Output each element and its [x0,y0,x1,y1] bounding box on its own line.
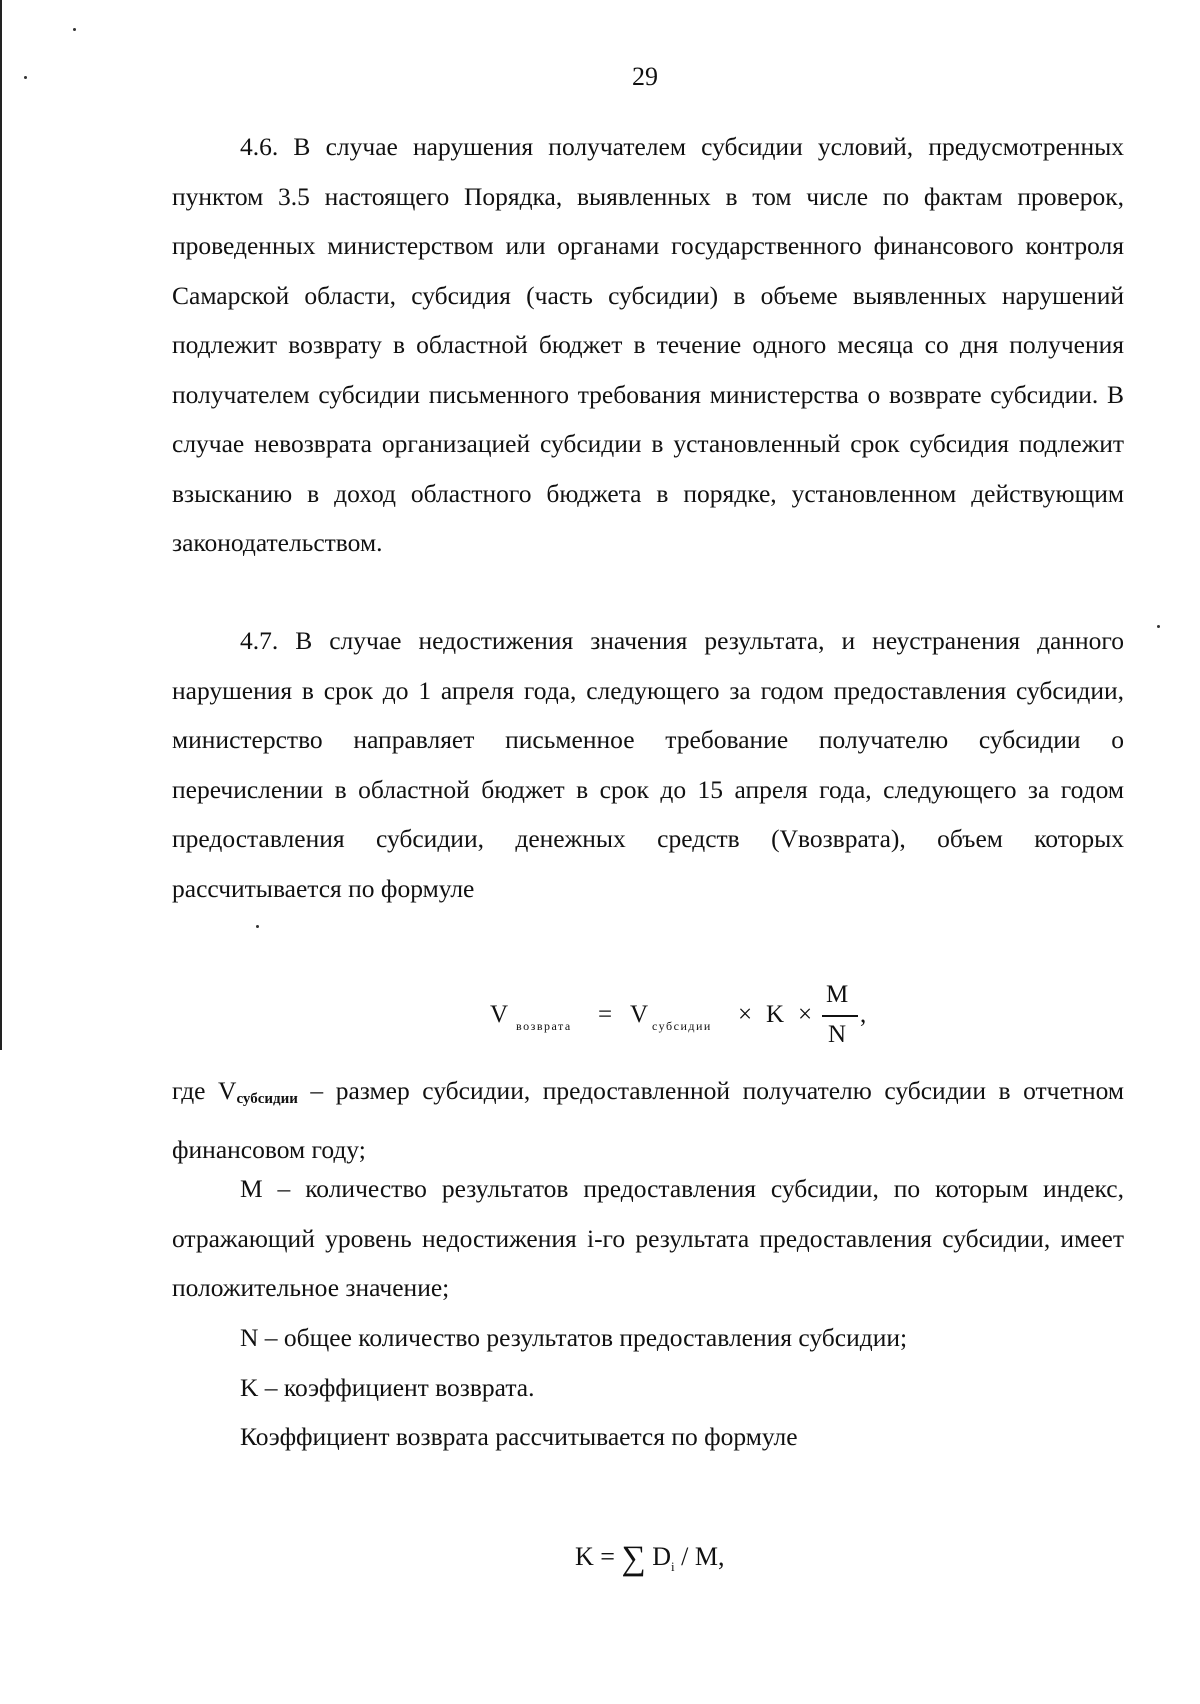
formula-v-subsidy-subscript: субсидии [652,1019,712,1033]
formula2-d: D [652,1542,671,1571]
fraction-bar [822,1015,858,1017]
scan-speck [73,28,76,31]
k-formula-intro: Коэффициент возврата рассчитывается по формуле [240,1422,798,1451]
formula-v-subsidy: V [630,1001,649,1028]
formula2-slash: / [681,1542,689,1571]
paragraph-4-6-text: 4.6. В случае нарушения получателем субсидии условий, предусмотренных пунктом 3.5 настоящего Порядка, выявленных в том числе по фактам проверок, проведенных министерством или органами государственного финансового контроля Самарской области, субсидия (часть субсидии) в объеме выявленных нарушений подлежит возврату в областной бюджет в течение одного месяца со дня получения получателем субсидии письменного требования министерства о возврате субсидии. В случае невозврата организацией субсидии в установленный срок субсидия подлежит взысканию в доход областного бюджета в порядке, установленном действующим законодательством. [172,132,1124,557]
where-clause [172,1066,1124,1174]
where-prefix: где V [172,1076,237,1105]
formula-equals: = [598,1001,613,1028]
return-coefficient-formula [575,1540,724,1578]
formula-times: × [798,1001,813,1028]
definition-k: K – коэффициент возврата. [240,1373,535,1402]
paragraph-4-6 [172,122,1124,568]
formula2-comma: , [717,1542,725,1571]
formula2-equals: = [600,1542,615,1571]
definition-n: N – общее количество результатов предоставления субсидии; [240,1323,908,1352]
paragraph-4-7-text: 4.7. В случае недостижения значения результата, и неустранения данного нарушения в срок до 1 апреля года, следующего за годом предоставления субсидии, министерство направляет письменное требование получателю субсидии о перечислении в областной бюджет в срок до 15 апреля года, следующего за годом предоставления субсидии, денежных средств (Vвозврата), объем которых рассчитывается по формуле [172,626,1124,903]
paragraph-4-7 [172,616,1124,913]
scan-speck [256,925,259,928]
formula-denominator-n: N [828,1021,847,1048]
formula-numerator-m: M [826,981,849,1008]
formula2-m: M [694,1542,718,1571]
formula-v-refund: V [490,1001,509,1028]
where-subscript: субсидии [236,1091,298,1107]
formula2-d-subscript: i [670,1559,675,1574]
formula-times: × [738,1001,753,1028]
definition-m: M – количество результатов предоставления субсидии, по которым индекс, отражающий уровень недостижения i-го результата предоставления субсидии, имеет положительное значение; [172,1174,1124,1302]
formula-comma: , [860,1001,867,1028]
where-clause-text [172,1066,1124,1174]
scan-speck [1157,625,1160,628]
formula-k: K [766,1001,785,1028]
where-rest: – размер субсидии, предоставленной получателю субсидии в отчетном финансовом году; [172,1076,1124,1164]
formula2-k: K [575,1542,594,1571]
scan-page-edge [0,0,2,1050]
formula-v-refund-subscript: возврата [516,1019,572,1033]
sigma-symbol: ∑ [621,1540,646,1577]
page-number: 29 [632,62,658,91]
